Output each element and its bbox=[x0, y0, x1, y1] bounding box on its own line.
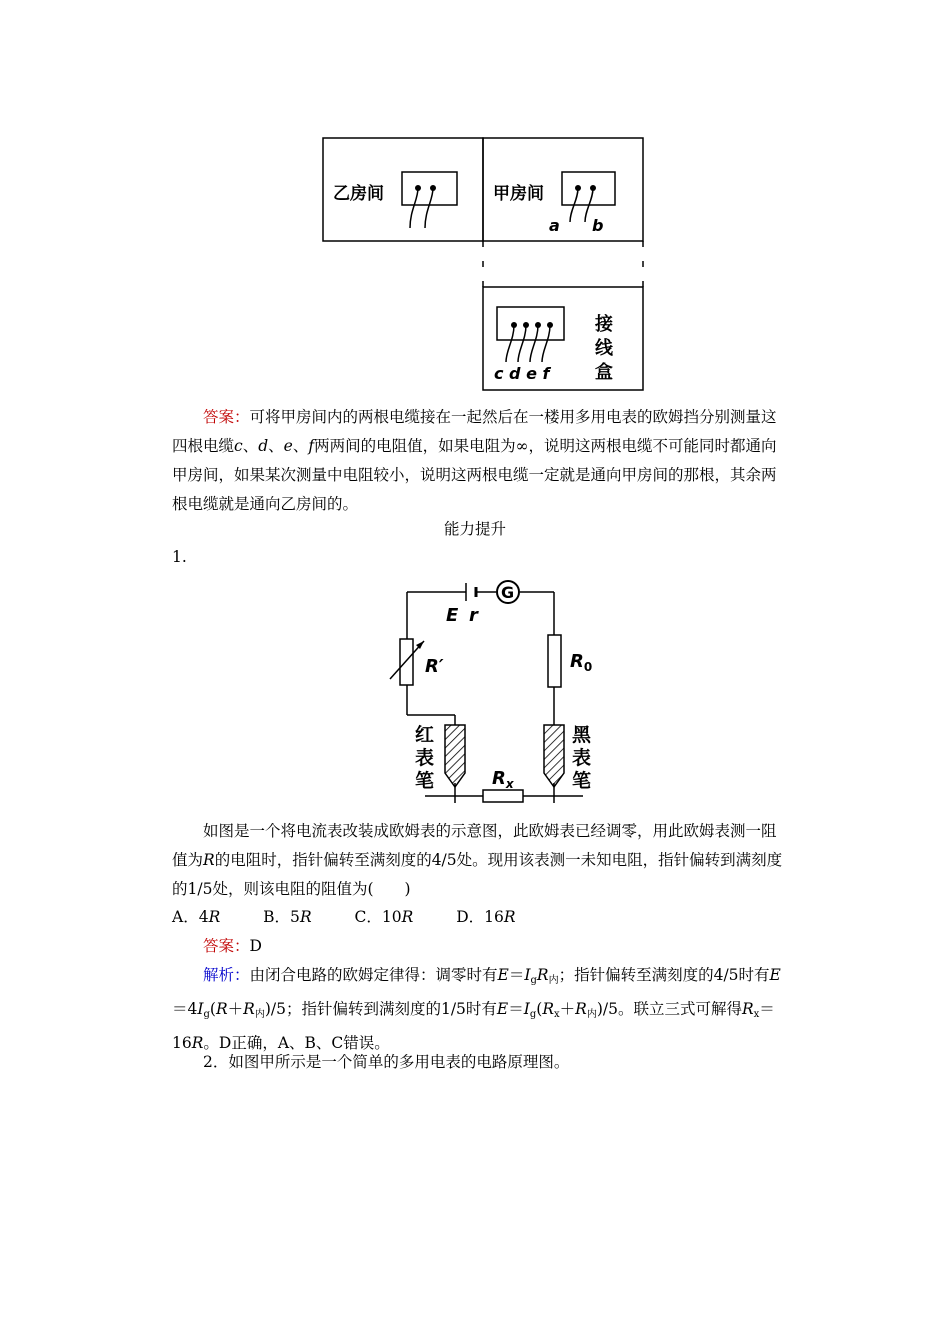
resistor-r0 bbox=[548, 635, 561, 687]
junction-char-2: 线 bbox=[595, 338, 613, 359]
question-1-number: 1. bbox=[172, 548, 187, 566]
red-pen-char-2: 表 bbox=[415, 747, 435, 769]
label-r: r bbox=[469, 605, 478, 626]
option-d: D．16R bbox=[456, 908, 516, 926]
black-pen-char-1: 黑 bbox=[572, 724, 592, 746]
resistor-rx bbox=[483, 790, 523, 802]
ohmmeter-circuit-figure bbox=[380, 575, 593, 810]
label-R-prime: R′ bbox=[425, 656, 444, 677]
answer-label-q1: 答案： bbox=[203, 937, 250, 955]
question-2-text: 2．如图甲所示是一个简单的多用电表的电路原理图。 bbox=[203, 1053, 570, 1071]
option-b: B．5R bbox=[263, 908, 312, 926]
red-pen-char-3: 笔 bbox=[415, 770, 435, 792]
label-R0: $R_0$ bbox=[570, 651, 593, 674]
junction-char-1: 接 bbox=[595, 314, 613, 335]
question-1-analysis: 解析：由闭合电路的欧姆定律得：调零时有$E=I_gR_内$；指针偏转至满刻度的4/5时有$E=4I_g(R+R_内)/5$；指针偏转到满刻度的1/5时有$E=I_g(R_x+R_内)/5$。联立三式可解得$R_x=16R$。D正确，A、B、C错误。 bbox=[172, 966, 781, 1052]
label-cdef: c d e f bbox=[494, 364, 550, 383]
label-G: G bbox=[501, 583, 515, 602]
analysis-label: 解析： bbox=[203, 966, 250, 984]
option-a: A．4R bbox=[172, 908, 221, 926]
black-pen-char-2: 表 bbox=[572, 747, 592, 769]
question-1-options bbox=[172, 903, 554, 932]
question-1-answer bbox=[172, 932, 784, 961]
label-b: b bbox=[592, 216, 604, 235]
answer-value-q1: D bbox=[249, 937, 262, 955]
room-jia-label: 甲房间 bbox=[493, 184, 544, 204]
red-pen-char-1: 红 bbox=[415, 724, 435, 746]
rooms-wiring-figure bbox=[0, 0, 950, 400]
label-a: a bbox=[549, 216, 560, 235]
answer-1-paragraph: 答案：可将甲房间内的两根电缆接在一起然后在一楼用多用电表的欧姆挡分别测量这四根电缆c、d、e、f两两间的电阻值，如果电阻为∞，说明这两根电缆不可能同时都通向甲房间，如果某次测量中电阻较小，说明这两根电缆一定就是通向甲房间的那根，其余两根电缆就是通向乙房间的。 bbox=[172, 408, 777, 513]
junction-char-3: 盒 bbox=[595, 362, 613, 383]
black-pen-char-3: 笔 bbox=[572, 770, 592, 792]
answer-label: 答案： bbox=[203, 408, 250, 426]
label-Rx: $R_x$ bbox=[492, 768, 514, 791]
room-yi-label: 乙房间 bbox=[333, 184, 384, 204]
red-probe bbox=[445, 725, 465, 787]
question-1-stem: 如图是一个将电流表改装成欧姆表的示意图，此欧姆表已经调零，用此欧姆表测一阻值为R的电阻时，指针偏转至满刻度的4/5处。现用该表测一未知电阻，指针偏转到满刻度的1/5处，则该电阻的阻值为( ) bbox=[172, 822, 783, 898]
section-title: 能力提升 bbox=[443, 520, 506, 538]
variable-resistor bbox=[400, 639, 413, 685]
option-c: C．10R bbox=[354, 908, 414, 926]
label-E: E bbox=[446, 605, 459, 626]
black-probe bbox=[544, 725, 564, 787]
